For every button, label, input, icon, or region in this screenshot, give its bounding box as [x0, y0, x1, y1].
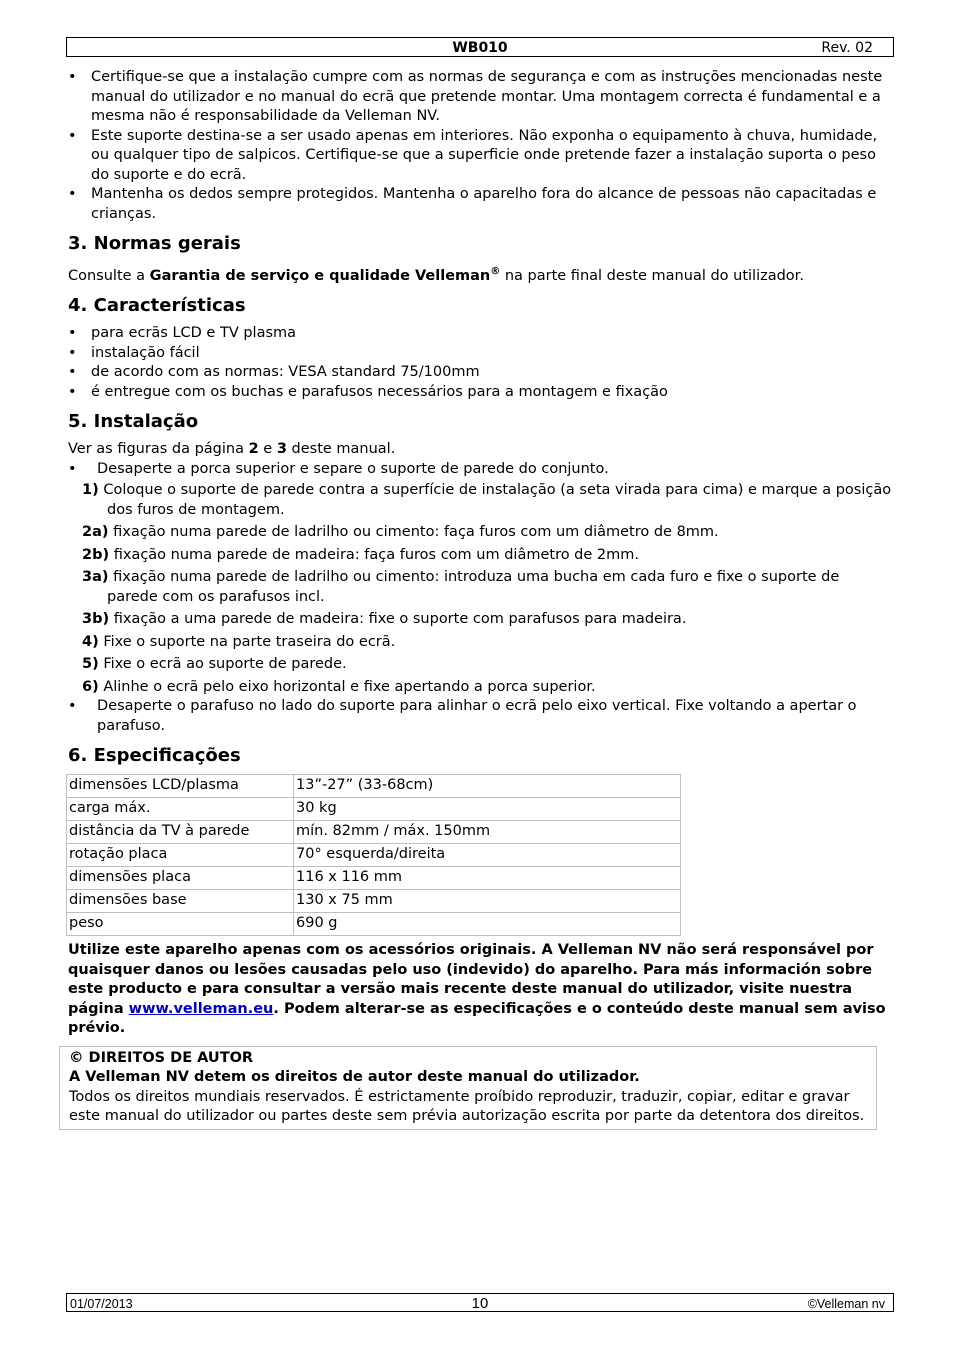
copyright-title: © DIREITOS DE AUTOR: [69, 1049, 254, 1066]
table-row: distância da TV à parede mín. 82mm / máx. 150mm: [67, 821, 681, 844]
list-item: • de acordo com as normas: VESA standard 75/100mm: [68, 363, 894, 383]
notice-paragraph: Utilize este aparelho apenas com os acessórios originais. A Velleman NV não será responsável por quaisquer danos ou lesões causadas pelo uso (indevido) do aparelho. Para más información sobre este producto e para consultar a versão mais recente deste manual do utilizador, visite nuestra página www.velleman.eu. Podem alterar-se as especificações e o conteúdo deste manual sem aviso prévio.: [68, 942, 886, 1037]
copyright-box: [59, 1046, 877, 1130]
install-bullet-list: [68, 460, 894, 480]
page-header: [66, 37, 894, 57]
header-revision: Rev. 02: [821, 40, 873, 56]
footer-date: 01/07/2013: [70, 1297, 133, 1311]
step-item: 3a) fixação numa parede de ladrilho ou cimento: introduza uma bucha em cada furo e fixe o suporte de parede com os parafusos incl.: [82, 569, 840, 605]
step-item: 4) Fixe o suporte na parte traseira do ecrã.: [82, 633, 396, 650]
copyright-subtitle: A Velleman NV detem os direitos de autor deste manual do utilizador.: [69, 1069, 640, 1086]
features-list: [68, 324, 894, 402]
install-bullet-list: [68, 697, 894, 736]
page-footer: [66, 1293, 894, 1312]
velleman-website-link[interactable]: www.velleman.eu: [128, 1000, 274, 1017]
list-item: • Certifique-se que a instalação cumpre com as normas de segurança e com as instruções mencionadas neste manual do utilizador e no manual do ecrã que pretende montar. Uma montagem correcta é fundamental e a mesma não é responsabilidade da Velleman NV.: [68, 68, 894, 127]
section-heading-especificacoes: 6. Especificações: [68, 745, 241, 767]
table-row: dimensões base 130 x 75 mm: [67, 890, 681, 913]
step-item: 3b) fixação a uma parede de madeira: fixe o suporte com parafusos para madeira.: [82, 611, 687, 628]
copyright-body: Todos os direitos mundiais reservados. É estrictamente proíbido reproduzir, traduzir, copiar, editar e gravar este manual do utilizador ou partes deste sem prévia autorização escrita por parte da detentora dos direitos.: [69, 1088, 865, 1125]
step-item: 2a) fixação numa parede de ladrilho ou cimento: faça furos com um diâmetro de 8mm.: [82, 524, 719, 541]
list-item: • é entregue com os buchas e parafusos necessários para a montagem e fixação: [68, 383, 894, 403]
section-heading-caracteristicas: 4. Características: [68, 295, 246, 317]
footer-copyright: ©Velleman nv: [807, 1297, 885, 1311]
table-row: peso 690 g: [67, 913, 681, 936]
list-item: • Este suporte destina-se a ser usado apenas em interiores. Não exponha o equipamento à chuva, humidade, ou qualquer tipo de salpicos. Certifique-se que a superficie onde pretende fazer a instalação suporta o peso do suporte e do ecrã.: [68, 127, 894, 186]
section-heading-normas: 3. Normas gerais: [68, 233, 241, 254]
step-item: 2b) fixação numa parede de madeira: faça furos com um diâmetro de 2mm.: [82, 546, 640, 563]
table-row: dimensões LCD/plasma 13”-27” (33-68cm): [67, 775, 681, 798]
table-row: rotação placa 70° esquerda/direita: [67, 844, 681, 867]
page-content: [68, 68, 894, 1130]
step-item: 6) Alinhe o ecrã pelo eixo horizontal e fixe apertando a porca superior.: [82, 678, 596, 695]
install-steps: [68, 481, 894, 697]
table-row: dimensões placa 116 x 116 mm: [67, 867, 681, 890]
list-item: • Desaperte a porca superior e separe o suporte de parede do conjunto.: [68, 460, 894, 480]
header-model: WB010: [452, 40, 508, 56]
list-item: • instalação fácil: [68, 344, 894, 364]
list-item: • Desaperte o parafuso no lado do suporte para alinhar o ecrã pelo eixo vertical. Fixe voltando a apertar o parafuso.: [68, 697, 894, 736]
section-paragraph: Ver as figuras da página 2 e 3 deste manual.: [68, 441, 396, 458]
page-number: 10: [471, 1295, 489, 1312]
step-item: 1) Coloque o suporte de parede contra a superfície de instalação (a seta virada para cima) e marque a posição dos furos de montagem.: [82, 482, 892, 518]
intro-bullet-list: [68, 68, 894, 224]
specifications-table: [66, 774, 681, 936]
list-item: • Mantenha os dedos sempre protegidos. Mantenha o aparelho fora do alcance de pessoas não capacitadas e crianças.: [68, 185, 894, 224]
section-paragraph: Consulte a Garantia de serviço e qualidade Velleman® na parte final deste manual do utilizador.: [68, 266, 804, 284]
table-row: carga máx. 30 kg: [67, 798, 681, 821]
step-item: 5) Fixe o ecrã ao suporte de parede.: [82, 656, 347, 673]
list-item: • para ecrãs LCD e TV plasma: [68, 324, 894, 344]
section-heading-instalacao: 5. Instalação: [68, 411, 199, 433]
